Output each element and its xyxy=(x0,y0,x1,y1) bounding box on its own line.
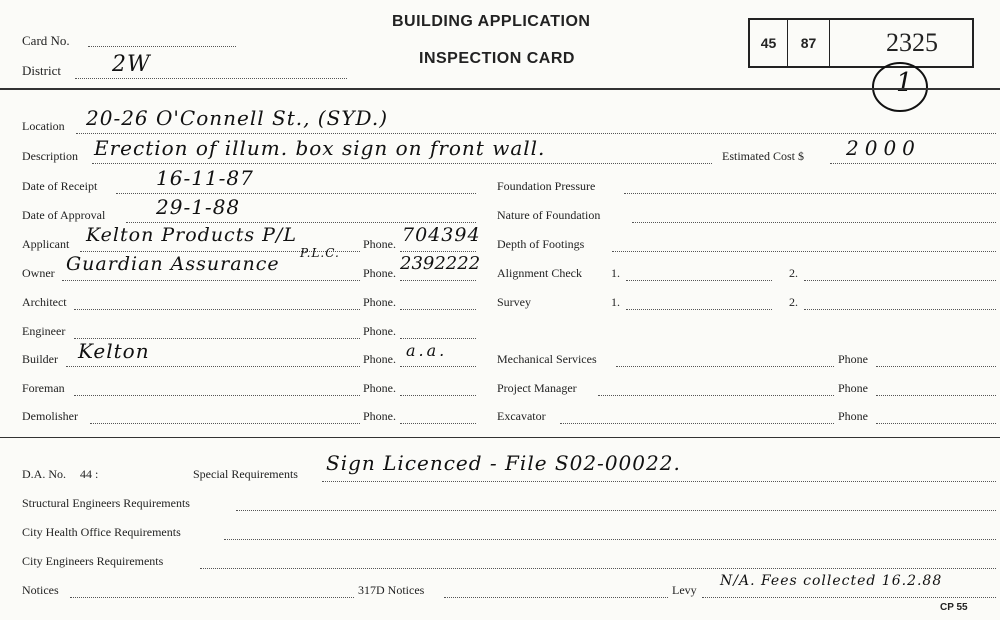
survey-line2 xyxy=(804,309,996,310)
structural-engineers-label: Structural Engineers Requirements xyxy=(22,496,190,510)
survey-num1: 1. xyxy=(611,295,620,309)
architect-phone-line xyxy=(400,309,476,310)
owner-value: Guardian Assurance xyxy=(66,253,280,275)
engineer-phone-label: Phone. xyxy=(363,324,396,338)
box-cell-2: 87 xyxy=(788,20,830,66)
survey-num2: 2. xyxy=(789,295,798,309)
location-value: 20-26 O'Connell St., (SYD.) xyxy=(86,106,388,130)
da-no-label: D.A. No. xyxy=(22,467,66,481)
notices-317d-line xyxy=(444,597,668,598)
alignment-check-line2 xyxy=(804,280,996,281)
builder-line xyxy=(66,366,360,367)
date-of-receipt-value: 16-11-87 xyxy=(156,166,254,190)
excavator-phone-label: Phone xyxy=(838,409,868,423)
builder-value: Kelton xyxy=(78,339,150,363)
mechanical-services-line xyxy=(616,366,834,367)
builder-phone-label: Phone. xyxy=(363,352,396,366)
structural-engineers-line xyxy=(236,510,996,511)
description-line xyxy=(92,163,712,164)
alignment-check-num1: 1. xyxy=(611,266,620,280)
date-of-approval-value: 29-1-88 xyxy=(156,195,241,219)
form-code: CP 55 xyxy=(940,602,968,613)
engineer-label: Engineer xyxy=(22,324,66,338)
demolisher-phone-line xyxy=(400,423,476,424)
date-of-receipt-line xyxy=(116,193,476,194)
district-line xyxy=(75,78,347,79)
survey-label: Survey xyxy=(497,295,531,309)
alignment-check-line1 xyxy=(626,280,772,281)
location-line xyxy=(76,133,996,134)
project-manager-label: Project Manager xyxy=(497,381,577,395)
foreman-phone-label: Phone. xyxy=(363,381,396,395)
form-title-line1: BUILDING APPLICATION xyxy=(392,13,591,30)
alignment-check-label: Alignment Check xyxy=(497,266,582,280)
engineer-phone-line xyxy=(400,338,476,339)
applicant-phone-value: 704394 xyxy=(402,224,481,246)
owner-phone-label: Phone. xyxy=(363,266,396,280)
location-label: Location xyxy=(22,119,65,133)
architect-phone-label: Phone. xyxy=(363,295,396,309)
mechanical-services-phone-label: Phone xyxy=(838,352,868,366)
divider-middle xyxy=(0,437,1000,438)
estimated-cost-label: Estimated Cost $ xyxy=(722,149,804,163)
notices-317d-label: 317D Notices xyxy=(358,583,425,597)
architect-line xyxy=(74,309,360,310)
project-manager-phone-label: Phone xyxy=(838,381,868,395)
owner-line xyxy=(62,280,360,281)
card-number: 2325 xyxy=(886,28,938,57)
owner-phone-value: 2392222 xyxy=(400,253,481,274)
estimated-cost-line xyxy=(830,163,996,164)
project-manager-phone-line xyxy=(876,395,996,396)
city-engineers-line xyxy=(200,568,996,569)
applicant-value: Kelton Products P/L xyxy=(86,224,297,246)
foreman-line xyxy=(74,395,360,396)
notices-label: Notices xyxy=(22,583,59,597)
alignment-check-num2: 2. xyxy=(789,266,798,280)
excavator-label: Excavator xyxy=(497,409,546,423)
date-of-approval-label: Date of Approval xyxy=(22,208,106,222)
nature-of-foundation-line xyxy=(632,222,996,223)
divider-top xyxy=(0,88,1000,90)
demolisher-line xyxy=(90,423,360,424)
builder-phone-value: a.a. xyxy=(406,341,448,360)
project-manager-line xyxy=(598,395,834,396)
levy-value: N/A. Fees collected 16.2.88 xyxy=(720,573,943,589)
special-requirements-label: Special Requirements xyxy=(193,467,298,481)
depth-of-footings-label: Depth of Footings xyxy=(497,237,585,251)
estimated-cost-value: 2000 xyxy=(846,136,921,160)
survey-line1 xyxy=(626,309,772,310)
foreman-label: Foreman xyxy=(22,381,65,395)
mechanical-services-phone-line xyxy=(876,366,996,367)
demolisher-label: Demolisher xyxy=(22,409,78,423)
depth-of-footings-line xyxy=(612,251,996,252)
card-number-box xyxy=(748,18,974,68)
foundation-pressure-line xyxy=(624,193,996,194)
builder-label: Builder xyxy=(22,352,58,366)
builder-phone-line xyxy=(400,366,476,367)
city-health-line xyxy=(224,539,996,540)
box-cell-1: 45 xyxy=(750,20,788,66)
applicant-label: Applicant xyxy=(22,237,70,251)
owner-extra: P.L.C. xyxy=(300,246,340,260)
owner-phone-line xyxy=(400,280,476,281)
excavator-phone-line xyxy=(876,423,996,424)
levy-label: Levy xyxy=(672,583,697,597)
description-value: Erection of illum. box sign on front wall. xyxy=(94,136,546,160)
foreman-phone-line xyxy=(400,395,476,396)
demolisher-phone-label: Phone. xyxy=(363,409,396,423)
city-health-label: City Health Office Requirements xyxy=(22,525,181,539)
architect-label: Architect xyxy=(22,295,67,309)
notices-line xyxy=(70,597,354,598)
district-value: 2W xyxy=(112,52,151,77)
card-no-label: Card No. xyxy=(22,33,70,48)
owner-label: Owner xyxy=(22,266,55,280)
applicant-phone-line xyxy=(400,251,476,252)
circled-mark-value: 1 xyxy=(896,68,914,98)
date-of-receipt-label: Date of Receipt xyxy=(22,179,98,193)
foundation-pressure-label: Foundation Pressure xyxy=(497,179,596,193)
special-requirements-value: Sign Licenced - File S02-00022. xyxy=(326,451,681,475)
date-of-approval-line xyxy=(126,222,476,223)
description-label: Description xyxy=(22,149,78,163)
mechanical-services-label: Mechanical Services xyxy=(497,352,597,366)
district-label: District xyxy=(22,63,61,78)
city-engineers-label: City Engineers Requirements xyxy=(22,554,164,568)
da-no-value: 44 : xyxy=(80,467,99,481)
card-no-line xyxy=(88,46,236,47)
levy-line xyxy=(702,597,996,598)
excavator-line xyxy=(560,423,834,424)
form-title-line2: INSPECTION CARD xyxy=(419,50,575,67)
special-requirements-line xyxy=(322,481,996,482)
nature-of-foundation-label: Nature of Foundation xyxy=(497,208,601,222)
applicant-phone-label: Phone. xyxy=(363,237,396,251)
